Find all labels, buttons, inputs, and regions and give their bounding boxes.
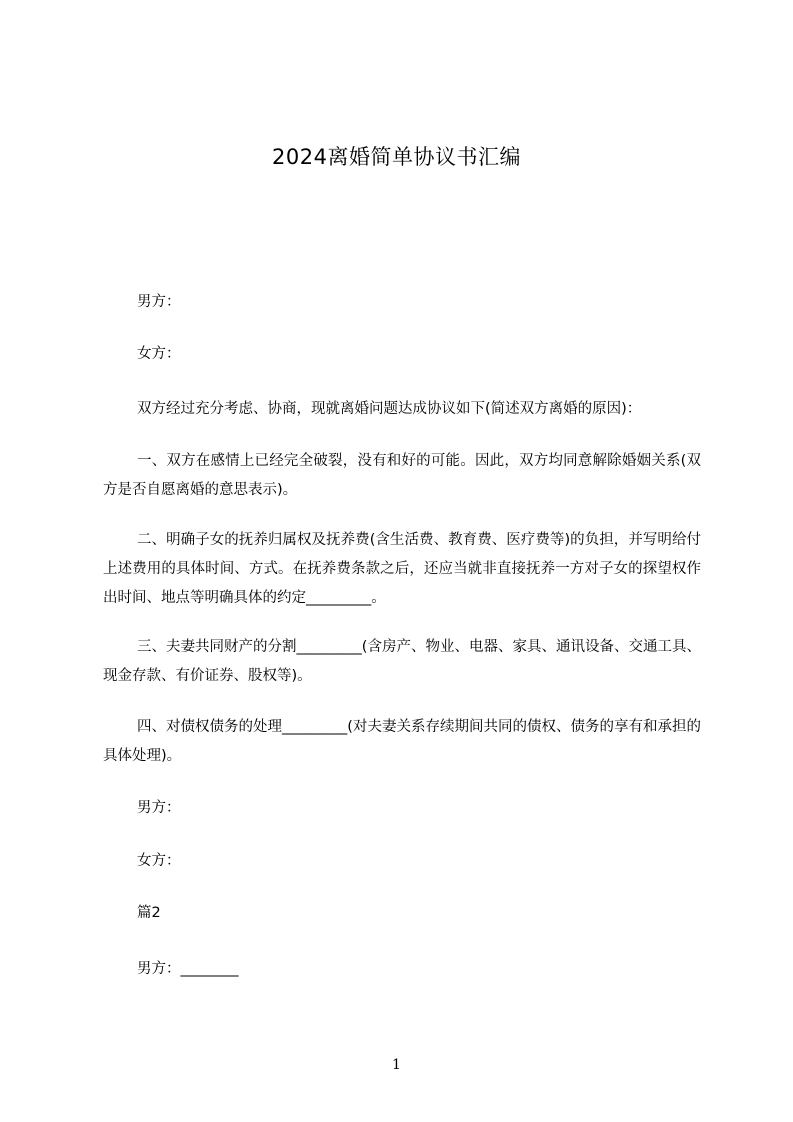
female-party-label: 女方： bbox=[137, 346, 181, 362]
male-party-signature-label: 男方： bbox=[137, 800, 181, 816]
male-party-label: 男方： bbox=[137, 294, 181, 310]
clause-2-paragraph: 二、明确子女的抚养归属权及抚养费(含生活费、教育费、医疗费等)的负担，并写明给付上述费用的具体时间、方式。在抚养费条款之后，还应当就非直接抚养一方对子女的探望权作出时间、地点等明确具体的约定_________。 bbox=[103, 532, 701, 606]
page-number: 1 bbox=[392, 1057, 401, 1073]
section-2-heading: 篇2 bbox=[137, 905, 161, 921]
clause-3-paragraph: 三、夫妻共同财产的分割_________(含房产、物业、电器、家具、通讯设备、交通工具、现金存款、有价证券、股权等)。 bbox=[103, 639, 701, 684]
female-party-signature-label: 女方： bbox=[137, 853, 181, 869]
document-title: 2024离婚简单协议书汇编 bbox=[272, 145, 521, 169]
section-2-male-party-label: 男方：________ bbox=[137, 961, 239, 977]
clause-4-paragraph: 四、对债权债务的处理_________(对夫妻关系存续期间共同的债权、债务的享有和承担的具体处理)。 bbox=[103, 719, 701, 764]
intro-paragraph: 双方经过充分考虑、协商，现就离婚问题达成协议如下(简述双方离婚的原因)： bbox=[137, 401, 642, 417]
clause-1-paragraph: 一、双方在感情上已经完全破裂，没有和好的可能。因此，双方均同意解除婚姻关系(双方是否自愿离婚的意思表示)。 bbox=[103, 453, 701, 498]
